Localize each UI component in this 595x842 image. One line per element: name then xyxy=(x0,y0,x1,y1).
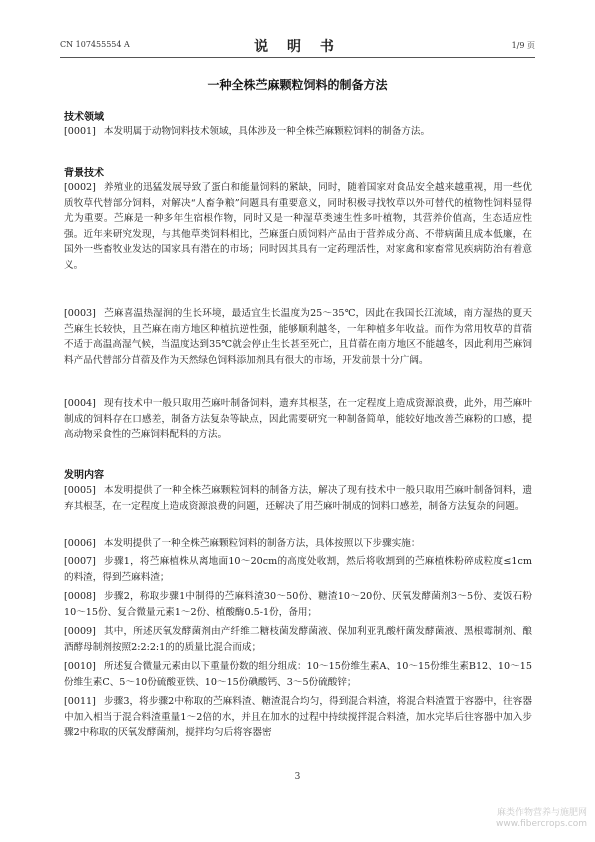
paragraph-text: 苎麻喜温热湿润的生长环境，最适宜生长温度为25～35℃，因此在我国长江流域，南方湿热的夏天苎麻生长较快，且苎麻在南方地区种植抗逆性强，能够顺利越冬，一年种植多年收益。而作为常用牧草的苜蓿不适于高温高湿气候，当温度达到35℃就会停止生长甚至死亡，且苜蓿在南方地区不能越冬，因此利用苎麻饲料产品代替部分苜蓿及作为天然绿色饲料添加剂具有很大的市场，开发前景十分广阔。 xyxy=(64,308,532,366)
paragraph-id: [0006] xyxy=(64,538,96,549)
paragraph-text: 所述复合微量元素由以下重量份数的组分组成：10～15份维生素A、10～15份维生素B12、10～15份维生素C、5～10份硫酸亚铁、10～15份碘酸钙、3～5份硫酸锌； xyxy=(64,661,532,688)
page-header xyxy=(60,36,535,54)
paragraph-0008 xyxy=(64,589,532,620)
paragraph-id: [0002] xyxy=(64,182,96,193)
paragraph-0007 xyxy=(64,554,532,585)
paragraph-0011 xyxy=(64,694,532,741)
paragraph-text: 现有技术中一般只取用苎麻叶制备饲料，遗弃其根茎，在一定程度上造成资源浪费，此外，用苎麻叶制成的饲料存在口感差，制备方法复杂等缺点，因此需要研究一种制备简单，能较好地改善苎麻粉的口感，提高动物采食性的苎麻饲料配料的方法。 xyxy=(64,398,532,441)
patent-number: CN 107455554 A xyxy=(60,40,130,49)
paragraph-id: [0005] xyxy=(64,485,96,496)
paragraph-id: [0007] xyxy=(64,556,96,567)
paragraph-id: [0004] xyxy=(64,398,96,409)
paragraph-0003 xyxy=(64,306,532,368)
page-number: 3 xyxy=(294,772,301,782)
paragraph-id: [0001] xyxy=(64,126,96,137)
paragraph-id: [0011] xyxy=(64,696,96,707)
site-watermark xyxy=(496,808,587,830)
paragraph-text: 步骤3，将步骤2中称取的苎麻料渣、糖渣混合均匀，得到混合料渣，将混合料渣置于容器中，往容器中加入相当于混合料渣重量1～2倍的水，并且在加水的过程中持续搅拌混合料渣，加水完毕后往容器中加入步骤2中称取的厌氧发酵菌剂，搅拌均匀后将容器密 xyxy=(64,696,532,739)
paragraph-text: 本发明属于动物饲料技术领域，具体涉及一种全株苎麻颗粒饲料的制备方法。 xyxy=(103,126,431,137)
watermark-line-2: www.fibercrops.com xyxy=(496,819,587,829)
paragraph-id: [0010] xyxy=(64,661,96,672)
paragraph-0005 xyxy=(64,483,532,514)
page-info: 1/9 页 xyxy=(511,41,535,50)
paragraph-id: [0009] xyxy=(64,626,96,637)
paragraph-text: 本发明提供了一种全株苎麻颗粒饲料的制备方法，具体按照以下步骤实施： xyxy=(103,538,421,549)
paragraph-id: [0003] xyxy=(64,308,96,319)
paragraph-0009 xyxy=(64,624,532,655)
header-rule xyxy=(60,57,535,58)
section-background: 背景技术 xyxy=(64,168,104,179)
paragraph-text: 步骤2，称取步骤1中制得的苎麻料渣30～50份、糖渣10～20份、厌氧发酵菌剂3～5份、麦饭石粉10～15份、复合微量元素1～2份、植酸酶0.5-1份，备用； xyxy=(64,591,532,618)
document-type: 说 明 书 xyxy=(254,39,341,55)
paragraph-0004 xyxy=(64,396,532,443)
watermark-line-1: 麻类作物营养与施肥网 xyxy=(496,808,587,818)
paragraph-text: 步骤1，将苎麻植株从离地面10～20cm的高度处收割，然后将收割到的苎麻植株粉碎成粒度≤1cm的料渣，得到苎麻料渣； xyxy=(64,556,532,583)
paragraph-text: 其中，所述厌氧发酵菌剂由产纤维二糖枝菌发酵菌液、保加利亚乳酸杆菌发酵菌液、黑根霉制剂、酿酒酵母制剂按照2:2:2:1的的质量比混合而成； xyxy=(64,626,532,653)
paragraph-0002 xyxy=(64,180,532,274)
document-title: 一种全株苎麻颗粒饲料的制备方法 xyxy=(207,78,388,92)
section-summary: 发明内容 xyxy=(64,470,104,481)
paragraph-0006 xyxy=(64,536,532,552)
paragraph-id: [0008] xyxy=(64,591,96,602)
section-technical-field: 技术领域 xyxy=(64,112,104,123)
paragraph-text: 本发明提供了一种全株苎麻颗粒饲料的制备方法，解决了现有技术中一般只取用苎麻叶制备饲料，遗弃其根茎，在一定程度上造成资源浪费的问题，还解决了用苎麻叶制成的饲料口感差，制备方法复杂的问题。 xyxy=(64,485,532,512)
paragraph-0001 xyxy=(64,124,532,140)
paragraph-text: 养殖业的迅猛发展导致了蛋白和能量饲料的紧缺，同时，随着国家对食品安全越来越重视，用一些优质牧草代替部分饲料，对解决“人畜争粮”问题具有重要意义，同时积极寻找牧草以外可替代的植物性饲料显得尤为重要。苎麻是一种多年生宿根作物，同时又是一种湿草类速生性多叶植物，其营养价值高，生态适应性强。近年来研究发现，与其他草类饲料相比，苎麻蛋白质饲料产品由于营养成分高、不带病菌且成本低廉，在国外一些畜牧业发达的国家具有潜在的市场；同时因其具有一定药理活性，对家禽和家畜常见疾病防治有着意义。 xyxy=(64,182,532,271)
paragraph-0010 xyxy=(64,659,532,690)
